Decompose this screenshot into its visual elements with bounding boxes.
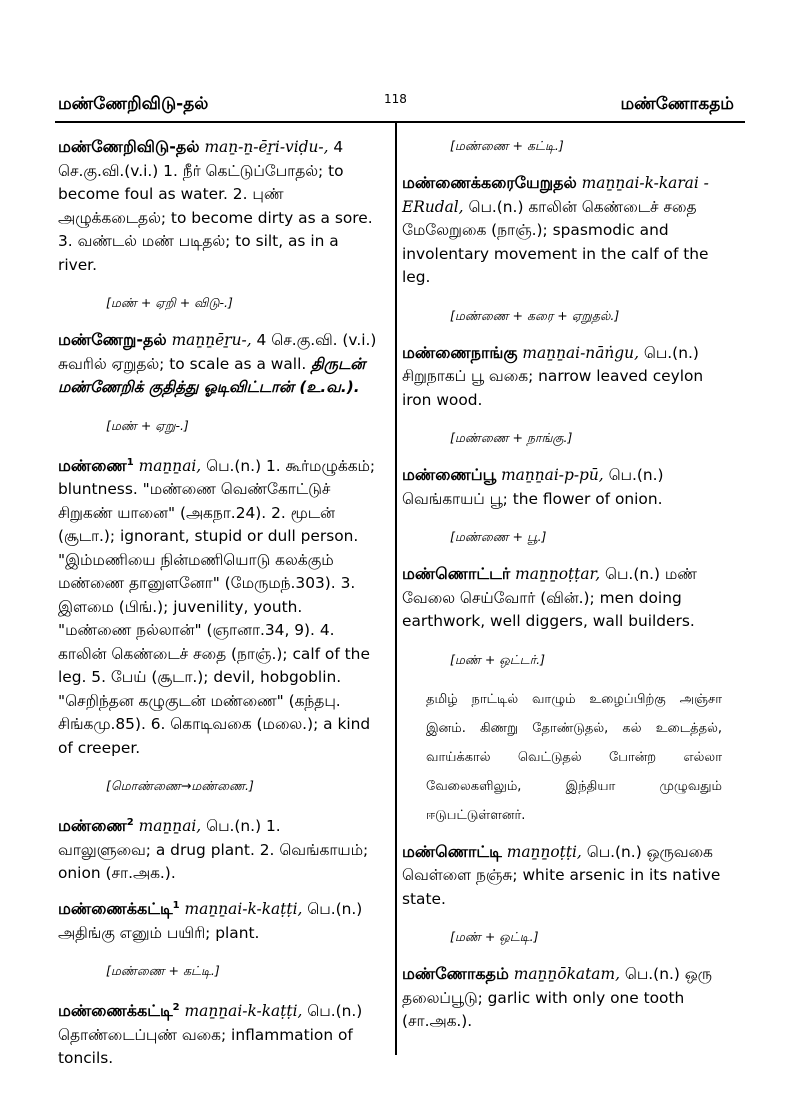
headword: மண்ணைக்கட்டி: [58, 1001, 173, 1021]
dictionary-entry: [402, 341, 722, 413]
definition: பெ.(n.) அதிங்கு எனும் பயிரி; plant.: [58, 900, 363, 942]
headword: மண்ணொட்டர்: [402, 564, 511, 583]
transliteration: maṉṉoṭṭar,: [515, 565, 601, 583]
definition: பெ.(n.) தொண்டைப்புண் வகை; inflammation of toncils.: [58, 1002, 363, 1068]
etymology: [மொண்ணை→மண்ணை.]: [106, 778, 254, 794]
etymology: [மண் + ஒட்டி.]: [450, 929, 539, 944]
definition: பெ.(n.) சிறுநாகப் பூ வகை; narrow leaved ceylon iron wood.: [402, 343, 704, 409]
column-divider: [395, 123, 397, 1055]
etymology: [மண்ணை + நாங்கு.]: [450, 430, 573, 445]
headword: மண்ணேறிவிடு-தல்: [58, 137, 200, 157]
transliteration: maṉṉai,: [138, 456, 202, 475]
transliteration: maṉṉai-p-pū,: [501, 466, 604, 484]
transliteration: maṉṉōkatam,: [513, 965, 620, 983]
homonym-number: 1: [126, 456, 134, 468]
dictionary-entry: [58, 894, 378, 945]
transliteration: maṉṉai,: [138, 817, 202, 836]
right-column: [402, 132, 722, 1034]
page-header: [0, 0, 800, 130]
definition: பெ.(n.) மண் வேலை செய்வோர் (வின்.); men doing earthwork, well diggers, wall builders.: [402, 565, 697, 630]
headword: மண்ணோகதம்: [402, 964, 509, 983]
dictionary-entry: [402, 962, 722, 1034]
headword: மண்ணொட்டி: [402, 841, 502, 861]
etymology: [மண் + ஏறு-.]: [106, 417, 189, 433]
headword: மண்ணைக்கரையேறுதல்: [402, 173, 577, 192]
homonym-number: 2: [126, 817, 134, 829]
dictionary-entry: [58, 328, 378, 400]
headword: மண்ணேறு-தல்: [58, 330, 167, 350]
dictionary-entry: [58, 811, 378, 886]
homonym-number: 2: [172, 1002, 180, 1013]
definition: பெ.(n.) 1. கூர்மழுக்கம்; bluntness. "மண்ணை வெண்கோட்டுச் சிறுகண் யானை" (அகநா.24). 2. மூடன் (சூடா.); ignorant, stupid or dull person. "இம்மணியை நின்மணியொடு கலக்கும் மண்ணை தானுளனோ" (மேருமந்.303). 3. இளமை (பிங்.); juvenility, youth. "மண்ணை நல்லான்" (ஞானா.34, 9). 4. காலின் கெண்டைச் சதை (நாஞ்.); calf of the leg. 5. பேய் (சூடா.); devil, hobgoblin. "செறிந்தன கழுகுடன் மண்ணை" (கந்தபு. சிங்கமு.85). 6. கொடிவகை (மலை.); a kind of creeper.: [58, 456, 376, 757]
dictionary-entry: [58, 996, 378, 1071]
etymology: [மண் + ஒட்டர்.]: [450, 651, 546, 667]
etymology: [மண்ணை + கரை + ஏறுதல்.]: [450, 307, 620, 323]
left-column: [58, 132, 378, 1071]
dictionary-entry: [402, 171, 722, 290]
definition: 4 செ.கு.வி. (v.i.) சுவரில் ஏறுதல்; to scale as a wall.: [58, 331, 377, 373]
page-number: 118: [384, 92, 407, 106]
dictionary-entry: [58, 451, 378, 761]
homonym-number: 1: [172, 899, 180, 911]
definition: பெ.(n.) வெங்காயப் பூ; the flower of onion.: [402, 466, 664, 508]
dictionary-entry: [402, 562, 722, 634]
transliteration: maṉṉai-k-kaṭṭi,: [184, 1002, 303, 1021]
transliteration: maṉṉai-k-karai -ERudal,: [402, 174, 709, 216]
definition: பெ.(n.) ஒருவகை வெள்ளை நஞ்சு; white arsenic in its native state.: [402, 842, 721, 908]
usage-example: திருடன் மண்ணேறிக் குதித்து ஓடிவிட்டான் (உ.வ.).: [58, 354, 366, 397]
transliteration: maṉṉai-k-kaṭṭi,: [184, 900, 303, 918]
etymology: [மண் + ஏறி + விடு-.]: [106, 295, 233, 311]
headword: மண்ணைநாங்கு: [402, 342, 518, 362]
running-head-left: மண்ணேறிவிடு-தல்: [58, 94, 209, 114]
definition: பெ.(n.) ஒரு தலைப்பூடு; garlic with only one tooth (சா.அக.).: [402, 965, 712, 1030]
definition: பெ.(n.) 1. வாலுளுவை; a drug plant. 2. வெங்காயம்; onion (சா.அக.).: [58, 817, 369, 883]
transliteration: maṉ-ṉ-ēṟi-viḍu-,: [204, 138, 329, 157]
transliteration: maṉṉoṭṭi,: [506, 842, 582, 861]
dictionary-entry: [58, 132, 378, 277]
running-head-right: மண்ணோகதம்: [620, 94, 734, 114]
headword: மண்ணைப்பூ: [402, 465, 497, 484]
etymology: [மண்ணை + கட்டி.]: [450, 138, 564, 153]
transliteration: maṉṉai-nāṅgu,: [522, 343, 639, 362]
header-rule: [55, 121, 745, 123]
dictionary-entry: [402, 463, 722, 511]
etymology: [மண்ணை + பூ.]: [450, 529, 547, 544]
headword: மண்ணை: [58, 455, 127, 475]
definition: 4 செ.கு.வி.(v.i.) 1. நீர் கெட்டுப்போதல்; to become foul as water. 2. புண் அழுக்கடைதல்; to become dirty as a sore. 3. வண்டல் மண் படிதல்; to silt, as in a river.: [58, 138, 373, 274]
headword: மண்ணை: [58, 816, 127, 836]
etymology: [மண்ணை + கட்டி.]: [106, 963, 220, 978]
definition: பெ.(n.) காலின் கெண்டைச் சதை மேலேறுகை (நாஞ்.); spasmodic and involentary movement in the calf of the leg.: [402, 197, 709, 286]
dictionary-entry: [402, 840, 722, 912]
explanatory-note: தமிழ் நாட்டில் வாழும் உழைப்பிற்கு அஞ்சா இனம். கிணறு தோண்டுதல், கல் உடைத்தல், வாய்க்கால் வெட்டுதல் போன்ற எல்லா வேலைகளிலும், இந்தியா முழுவதும் ஈடுபட்டுள்ளனர்.: [426, 691, 722, 823]
transliteration: maṉṉēṟu-,: [171, 331, 252, 350]
headword: மண்ணைக்கட்டி: [58, 899, 173, 918]
